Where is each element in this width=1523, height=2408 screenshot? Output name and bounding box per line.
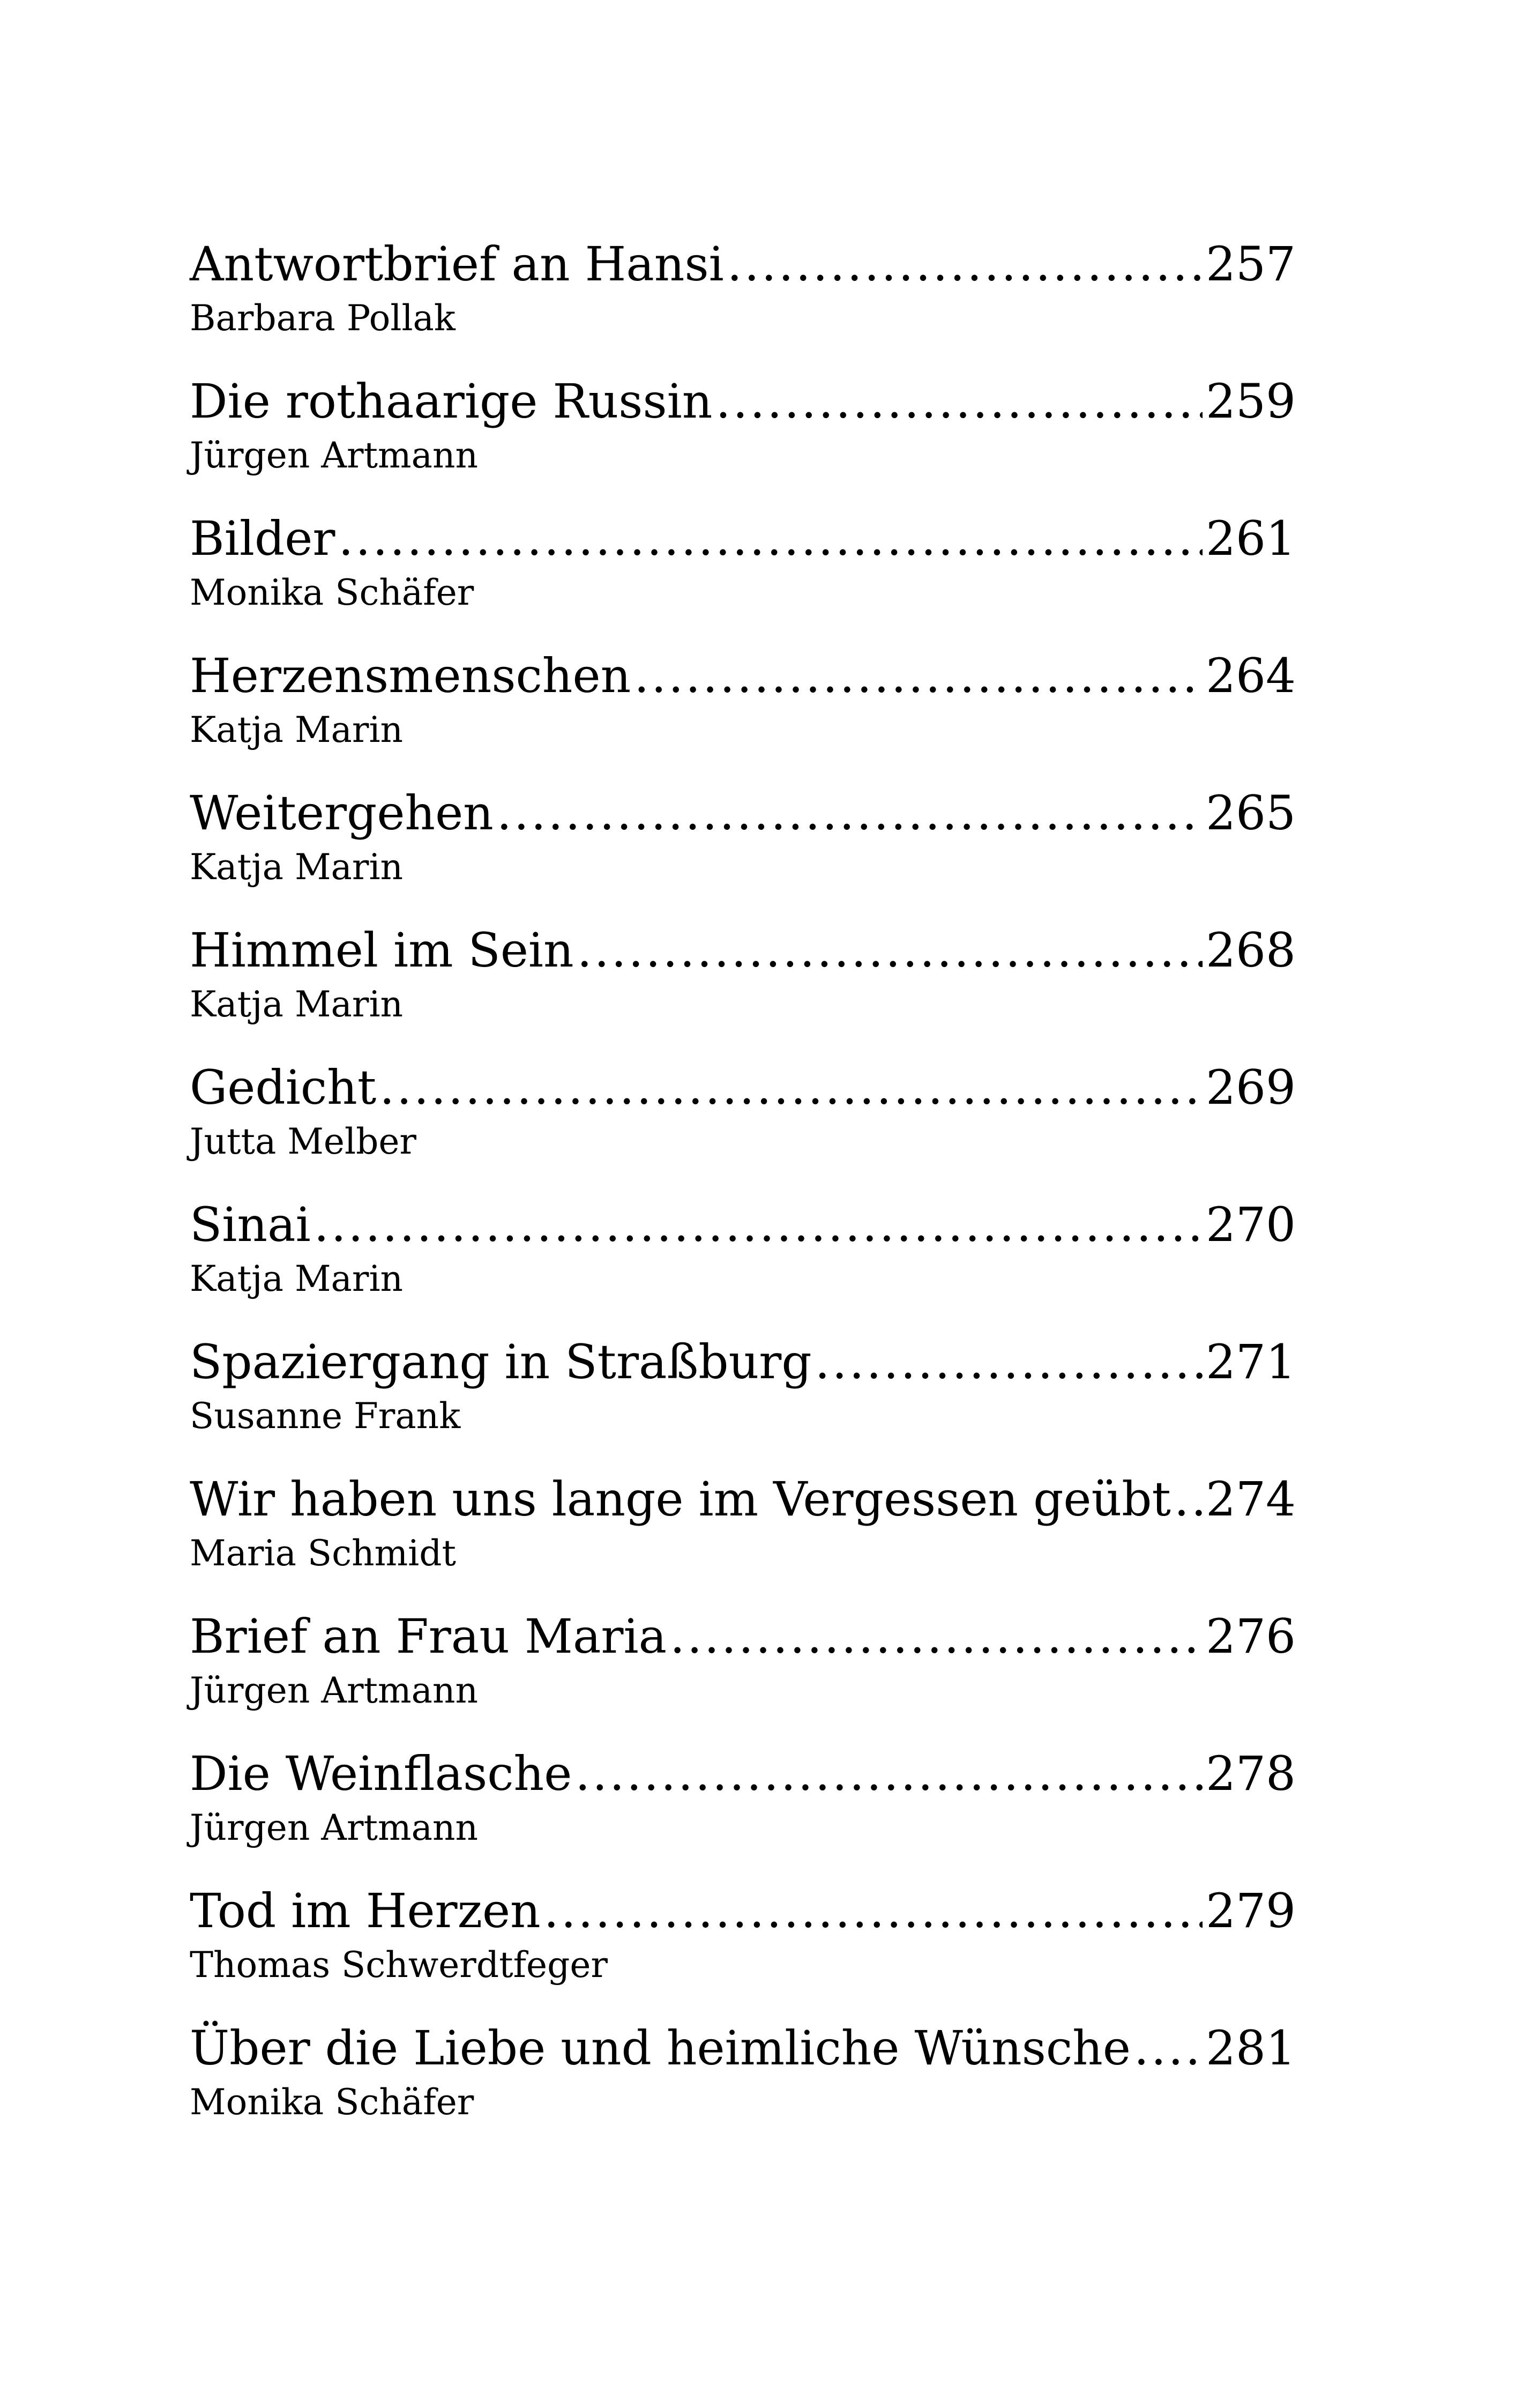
toc-entry[interactable] <box>190 2018 1296 2155</box>
dot-leader <box>715 371 1203 432</box>
toc-entry[interactable] <box>190 371 1296 508</box>
entry-author: Jürgen Artmann <box>190 1807 478 1848</box>
entry-author: Katja Marin <box>190 1258 404 1299</box>
entry-title: Über die Liebe und heimliche Wünsche <box>190 2020 1131 2076</box>
toc-title-line <box>190 1469 1296 1530</box>
page-number: 265 <box>1206 785 1296 841</box>
toc-title-line <box>190 1057 1296 1118</box>
entry-title: Brief an Frau Maria <box>190 1609 667 1664</box>
dot-leader <box>544 1881 1203 1942</box>
toc-title-line <box>190 371 1296 432</box>
page-number: 257 <box>1206 236 1296 292</box>
toc-title-line <box>190 508 1296 569</box>
toc-entry[interactable] <box>190 1881 1296 2018</box>
entry-author: Katja Marin <box>190 846 404 888</box>
entry-title: Antwortbrief an Hansi <box>190 236 724 292</box>
dot-leader <box>577 920 1203 981</box>
dot-leader <box>314 1194 1203 1255</box>
toc-title-line <box>190 1743 1296 1804</box>
entry-title: Bilder <box>190 511 335 566</box>
entry-author: Maria Schmidt <box>190 1533 457 1574</box>
dot-leader <box>670 1606 1203 1667</box>
entry-title: Wir haben uns lange im Vergessen geübt <box>190 1471 1171 1527</box>
page-number: 279 <box>1206 1883 1296 1938</box>
toc-title-line <box>190 1881 1296 1942</box>
toc-entry[interactable] <box>190 508 1296 645</box>
dot-leader <box>815 1332 1203 1393</box>
entry-title: Gedicht <box>190 1060 377 1115</box>
toc-entry[interactable] <box>190 783 1296 920</box>
page-number: 268 <box>1206 923 1296 978</box>
page-number: 264 <box>1206 648 1296 703</box>
entry-author: Jutta Melber <box>190 1121 416 1162</box>
page-number: 274 <box>1206 1471 1296 1527</box>
toc-title-line <box>190 1606 1296 1667</box>
entry-title: Tod im Herzen <box>190 1883 541 1938</box>
toc-entry[interactable] <box>190 920 1296 1057</box>
dot-leader <box>634 645 1203 707</box>
entry-author: Thomas Schwerdtfeger <box>190 1944 608 1986</box>
toc-title-line <box>190 1194 1296 1255</box>
page-number: 278 <box>1206 1746 1296 1801</box>
dot-leader <box>497 783 1203 844</box>
page-number: 259 <box>1206 374 1296 429</box>
toc-title-line <box>190 234 1296 295</box>
entry-author: Barbara Pollak <box>190 298 456 339</box>
toc-entry[interactable] <box>190 1194 1296 1332</box>
toc-entry[interactable] <box>190 645 1296 783</box>
dot-leader <box>727 234 1203 295</box>
page-number: 261 <box>1206 511 1296 566</box>
entry-author: Katja Marin <box>190 984 404 1025</box>
page-number: 281 <box>1206 2020 1296 2076</box>
entry-author: Jürgen Artmann <box>190 1670 478 1711</box>
entry-author: Jürgen Artmann <box>190 435 478 476</box>
page-number: 271 <box>1206 1334 1296 1389</box>
page-number: 269 <box>1206 1060 1296 1115</box>
dot-leader <box>338 508 1203 569</box>
toc-title-line <box>190 1332 1296 1393</box>
dot-leader <box>1174 1469 1203 1530</box>
entry-author: Susanne Frank <box>190 1395 461 1437</box>
page-number: 276 <box>1206 1609 1296 1664</box>
dot-leader <box>1134 2018 1203 2079</box>
toc-entry[interactable] <box>190 1057 1296 1194</box>
toc-entry[interactable] <box>190 1743 1296 1881</box>
page-number: 270 <box>1206 1197 1296 1252</box>
entry-title: Weitergehen <box>190 785 494 841</box>
entry-title: Himmel im Sein <box>190 923 574 978</box>
dot-leader <box>379 1057 1203 1118</box>
entry-title: Die rothaarige Russin <box>190 374 713 429</box>
toc-title-line <box>190 783 1296 844</box>
entry-author: Monika Schäfer <box>190 572 474 613</box>
dot-leader <box>575 1743 1203 1804</box>
entry-author: Katja Marin <box>190 709 404 750</box>
toc-title-line <box>190 645 1296 707</box>
entry-title: Die Weinflasche <box>190 1746 572 1801</box>
toc-entry[interactable] <box>190 1606 1296 1743</box>
entry-title: Spaziergang in Straßburg <box>190 1334 812 1389</box>
toc-entry[interactable] <box>190 234 1296 371</box>
entry-title: Herzensmenschen <box>190 648 631 703</box>
entry-author: Monika Schäfer <box>190 2082 474 2123</box>
table-of-contents <box>190 234 1296 2155</box>
toc-entry[interactable] <box>190 1469 1296 1606</box>
toc-title-line <box>190 2018 1296 2079</box>
toc-title-line <box>190 920 1296 981</box>
toc-entry[interactable] <box>190 1332 1296 1469</box>
entry-title: Sinai <box>190 1197 311 1252</box>
